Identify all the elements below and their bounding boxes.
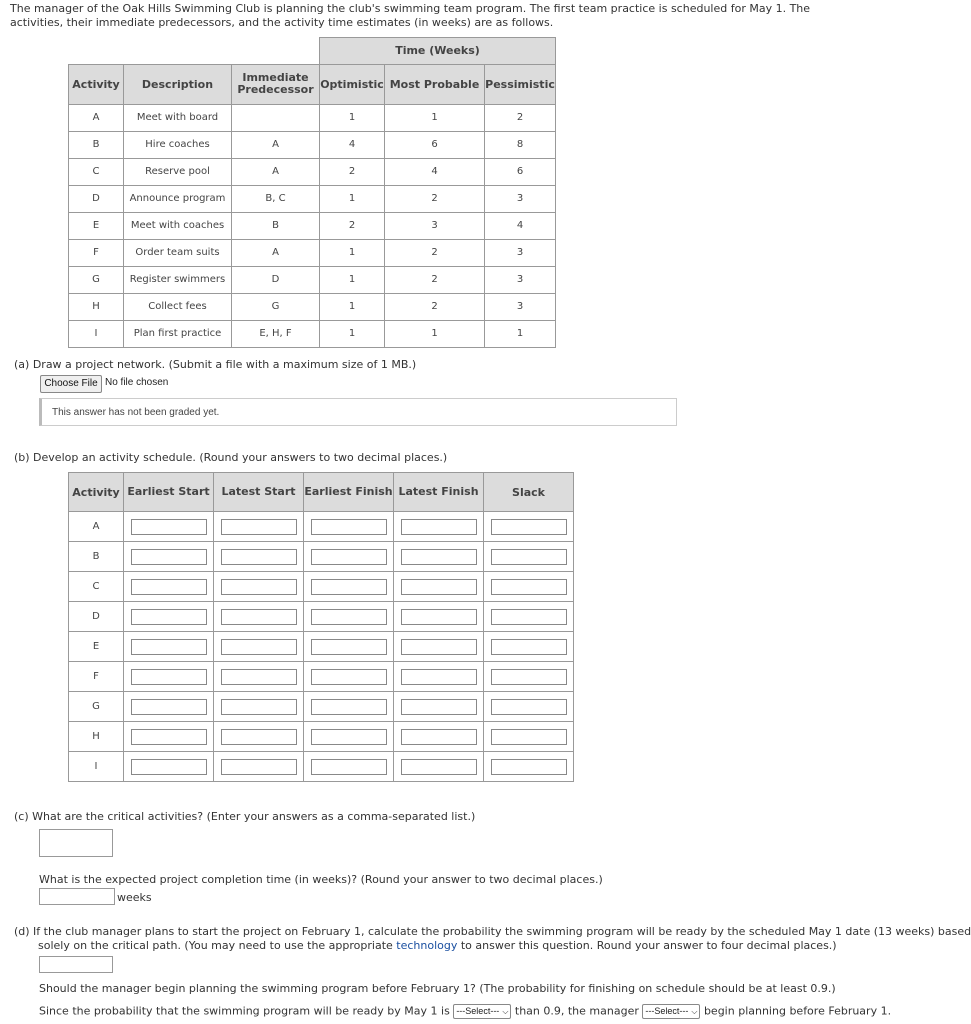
cell-pess: 3 [485,185,556,212]
cell-activity: I [69,320,124,347]
table-row [69,185,556,212]
cell-latest-finish [394,602,484,632]
problem-intro: The manager of the Oak Hills Swimming Club is planning the club's swimming team program. The first team practice is scheduled for May 1. The activities, their immediate predecessors, and the activity time estimates (in weeks) are as follows. [10,2,811,29]
table-row [69,131,556,158]
cell-mp: 6 [385,131,485,158]
latest-start-input[interactable] [221,609,297,625]
cell-latest-finish [394,512,484,542]
table-row [69,158,556,185]
cell-latest-finish [394,752,484,782]
critical-activities-input[interactable] [39,829,113,857]
cell-earliest-finish [304,542,394,572]
cell-activity: I [69,752,124,782]
latest-finish-input[interactable] [401,699,477,715]
cell-mp: 3 [385,212,485,239]
cell-activity: B [69,542,124,572]
cell-earliest-finish [304,662,394,692]
cell-latest-start [214,752,304,782]
cell-activity: H [69,293,124,320]
cell-opt: 4 [320,131,385,158]
earliest-start-input[interactable] [131,669,207,685]
cell-activity: G [69,266,124,293]
cell-latest-finish [394,542,484,572]
completion-time-input[interactable] [39,888,115,905]
cell-earliest-finish [304,572,394,602]
cell-latest-start [214,512,304,542]
cell-pred: G [232,293,320,320]
slack-input[interactable] [491,609,567,625]
cell-latest-finish [394,632,484,662]
cell-description: Hire coaches [124,131,232,158]
table-row [69,212,556,239]
technology-link[interactable]: technology [396,939,458,952]
question-d-should: Should the manager begin planning the swimming program before February 1? (The probability for finishing on schedule should be at least 0.9.) [39,982,836,995]
table-row [69,662,574,692]
latest-finish-input[interactable] [401,639,477,655]
table-row [69,602,574,632]
cell-pess: 6 [485,158,556,185]
earliest-start-input[interactable] [131,759,207,775]
cell-pess: 3 [485,266,556,293]
cell-mp: 2 [385,266,485,293]
cell-pred: A [232,239,320,266]
graded-note: This answer has not been graded yet. [52,407,220,418]
cell-earliest-finish [304,512,394,542]
latest-start-input[interactable] [221,519,297,535]
cell-latest-start [214,722,304,752]
cell-opt: 2 [320,212,385,239]
slack-input[interactable] [491,699,567,715]
earliest-start-input[interactable] [131,699,207,715]
weeks-unit-label: weeks [117,891,152,904]
question-d-line1: (d) If the club manager plans to start the project on February 1, calculate the probability the swimming program will be ready by the scheduled May 1 date (13 weeks) based [14,925,971,938]
latest-finish-input[interactable] [401,759,477,775]
col-most-probable: Most Probable [385,64,485,104]
cell-pess: 2 [485,104,556,131]
col-activity: Activity [69,473,124,512]
col-latest-finish: Latest Finish [394,473,484,512]
latest-start-input[interactable] [221,579,297,595]
cell-description: Order team suits [124,239,232,266]
cell-description: Collect fees [124,293,232,320]
cell-slack [484,632,574,662]
table-row [69,632,574,662]
cell-activity: F [69,662,124,692]
cell-earliest-finish [304,632,394,662]
cell-slack [484,722,574,752]
cell-activity: A [69,104,124,131]
col-pessimistic: Pessimistic [485,64,556,104]
latest-start-input[interactable] [221,699,297,715]
cell-opt: 1 [320,320,385,347]
earliest-start-input[interactable] [131,639,207,655]
chevron-down-icon: ⌵ [691,1007,698,1016]
latest-start-input[interactable] [221,759,297,775]
cell-slack [484,752,574,782]
question-d-line2: solely on the critical path. (You may need to use the appropriate technology to answer this question. Round your answer to four decimal places.) [38,939,837,952]
earliest-start-input[interactable] [131,519,207,535]
slack-input[interactable] [491,639,567,655]
table-row [69,542,574,572]
cell-mp: 2 [385,293,485,320]
earliest-finish-input[interactable] [311,609,387,625]
no-file-label: No file chosen [105,377,169,388]
table-row [69,692,574,722]
table-row [69,512,574,542]
cell-slack [484,512,574,542]
slack-input[interactable] [491,669,567,685]
earliest-finish-input[interactable] [311,639,387,655]
earliest-finish-input[interactable] [311,549,387,565]
cell-pred: B, C [232,185,320,212]
cell-mp: 4 [385,158,485,185]
cell-pred: A [232,131,320,158]
cell-description: Register swimmers [124,266,232,293]
activity-schedule-table [68,472,574,782]
cell-latest-start [214,572,304,602]
cell-earliest-start [124,632,214,662]
cell-pred: B [232,212,320,239]
question-d [14,925,971,953]
earliest-finish-input[interactable] [311,519,387,535]
cell-mp: 1 [385,104,485,131]
earliest-finish-input[interactable] [311,669,387,685]
slack-input[interactable] [491,549,567,565]
table-row [69,104,556,131]
question-d-since: Since the probability that the swimming program will be ready by May 1 is ---Select--- ⌵ than 0.9, the manager ---Select--- ⌵ begin planning before February 1. [39,1004,892,1018]
cell-pess: 3 [485,293,556,320]
cell-opt: 1 [320,104,385,131]
cell-activity: E [69,212,124,239]
cell-earliest-finish [304,602,394,632]
cell-pred [232,104,320,131]
cell-latest-finish [394,722,484,752]
question-b: (b) Develop an activity schedule. (Round your answers to two decimal places.) [14,451,448,464]
cell-earliest-start [124,572,214,602]
cell-earliest-finish [304,692,394,722]
slack-input[interactable] [491,579,567,595]
latest-start-input[interactable] [221,549,297,565]
cell-mp: 1 [385,320,485,347]
cell-activity: A [69,512,124,542]
cell-activity: G [69,692,124,722]
earliest-start-input[interactable] [131,609,207,625]
cell-description: Announce program [124,185,232,212]
latest-finish-input[interactable] [401,609,477,625]
cell-slack [484,602,574,632]
cell-earliest-start [124,662,214,692]
earliest-start-input[interactable] [131,729,207,745]
cell-pred: E, H, F [232,320,320,347]
cell-slack [484,662,574,692]
cell-earliest-start [124,512,214,542]
cell-pess: 3 [485,239,556,266]
cell-description: Plan first practice [124,320,232,347]
cell-latest-start [214,542,304,572]
cell-pred: A [232,158,320,185]
cell-latest-finish [394,572,484,602]
cell-earliest-finish [304,752,394,782]
cell-earliest-start [124,692,214,722]
col-slack: Slack [484,473,574,512]
earliest-start-input[interactable] [131,549,207,565]
latest-start-input[interactable] [221,639,297,655]
col-optimistic: Optimistic [320,64,385,104]
cell-activity: B [69,131,124,158]
cell-activity: D [69,185,124,212]
cell-latest-start [214,662,304,692]
cell-slack [484,542,574,572]
time-weeks-header: Time (Weeks) [320,38,556,65]
earliest-finish-input[interactable] [311,699,387,715]
latest-finish-input[interactable] [401,549,477,565]
earliest-finish-input[interactable] [311,729,387,745]
cell-mp: 2 [385,239,485,266]
comparison-select[interactable]: ---Select--- ⌵ [453,1004,511,1019]
cell-activity: C [69,572,124,602]
col-predecessor: Immediate Predecessor [232,64,320,104]
table-row [69,722,574,752]
cell-activity: F [69,239,124,266]
cell-opt: 1 [320,185,385,212]
cell-activity: E [69,632,124,662]
latest-finish-input[interactable] [401,579,477,595]
cell-pred: D [232,266,320,293]
cell-opt: 1 [320,239,385,266]
cell-earliest-start [124,752,214,782]
cell-earliest-start [124,722,214,752]
col-earliest-finish: Earliest Finish [304,473,394,512]
cell-earliest-start [124,542,214,572]
slack-input[interactable] [491,519,567,535]
cell-latest-finish [394,662,484,692]
cell-latest-start [214,632,304,662]
cell-pess: 4 [485,212,556,239]
table-row [69,293,556,320]
question-a: (a) Draw a project network. (Submit a file with a maximum size of 1 MB.) [14,358,417,371]
latest-finish-input[interactable] [401,519,477,535]
cell-earliest-finish [304,722,394,752]
cell-activity: C [69,158,124,185]
cell-pess: 1 [485,320,556,347]
col-earliest-start: Earliest Start [124,473,214,512]
table-row [69,572,574,602]
cell-opt: 1 [320,266,385,293]
question-c: (c) What are the critical activities? (Enter your answers as a comma-separated list.) [14,810,476,823]
table-row [69,266,556,293]
cell-description: Meet with board [124,104,232,131]
col-latest-start: Latest Start [214,473,304,512]
col-description: Description [124,64,232,104]
cell-latest-finish [394,692,484,722]
slack-input[interactable] [491,729,567,745]
latest-start-input[interactable] [221,669,297,685]
table-row [69,239,556,266]
cell-opt: 2 [320,158,385,185]
probability-input[interactable] [39,956,113,973]
cell-activity: D [69,602,124,632]
graded-note-box [39,398,677,426]
earliest-finish-input[interactable] [311,759,387,775]
cell-latest-start [214,602,304,632]
chevron-down-icon: ⌵ [502,1007,509,1016]
table-row [69,320,556,347]
cell-slack [484,692,574,722]
choose-file-button[interactable]: Choose File [40,375,102,393]
table-row [69,752,574,782]
cell-activity: H [69,722,124,752]
cell-description: Meet with coaches [124,212,232,239]
slack-input[interactable] [491,759,567,775]
cell-pess: 8 [485,131,556,158]
latest-finish-input[interactable] [401,669,477,685]
cell-description: Reserve pool [124,158,232,185]
earliest-finish-input[interactable] [311,579,387,595]
cell-opt: 1 [320,293,385,320]
cell-mp: 2 [385,185,485,212]
decision-select[interactable]: ---Select--- ⌵ [642,1004,700,1019]
question-c-completion: What is the expected project completion time (in weeks)? (Round your answer to two decimal places.) [39,873,603,886]
latest-start-input[interactable] [221,729,297,745]
cell-slack [484,572,574,602]
activity-time-table [68,37,556,348]
latest-finish-input[interactable] [401,729,477,745]
cell-earliest-start [124,602,214,632]
cell-latest-start [214,692,304,722]
col-activity: Activity [69,64,124,104]
earliest-start-input[interactable] [131,579,207,595]
